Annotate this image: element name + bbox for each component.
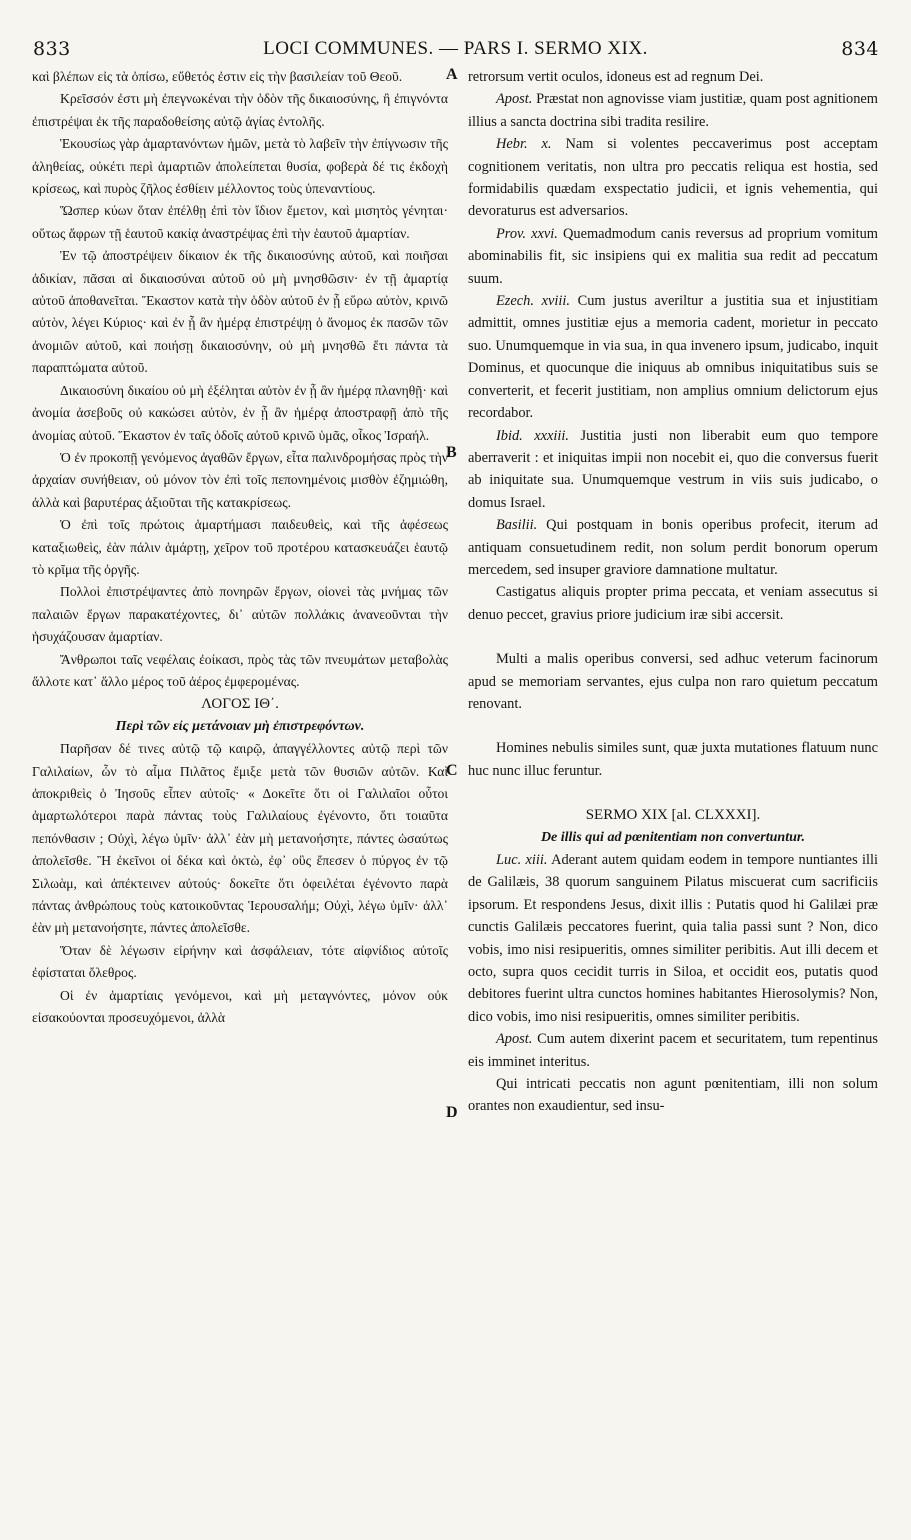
margin-marker-d: D [446,1104,458,1121]
scripture-reference: Luc. xiii. [496,852,548,868]
latin-paragraph [468,648,878,715]
page-header [0,38,911,68]
greek-paragraph: Ἄνθρωποι ταῖς νεφέλαις ἐοίκασι, πρὸς τὰς τῶν πνευμάτων μεταβολὰς ἄλλοτε κατ᾽ ἄλλο μέρος τοῦ ἀέρος ἐμφερομένας. [32,651,448,689]
latin-text: Homines nebulis similes sunt, quæ juxta mutationes flatuum nunc huc nunc illuc feruntur. [468,740,878,779]
latin-paragraph [468,133,878,223]
paragraph-gap [468,715,878,737]
greek-paragraph: Οἱ ἐν ἁμαρτίαις γενόμενοι, καὶ μὴ μεταγνόντες, μόνον οὐκ εἰσακούονται προσευχόμενοι, ἀλλὰ [32,987,448,1026]
latin-paragraph [468,849,878,1028]
latin-text: Multi a malis operibus conversi, sed adhuc veterum facinorum apud se memoriam servantes, ejus culpa non raro quietum peccatum renovant. [468,651,878,712]
greek-paragraph: Ὥσπερ κύων ὅταν ἐπέλθῃ ἐπὶ τὸν ἴδιον ἔμετον, καὶ μισητὸς γένηται· οὕτως ἄφρων τῇ ἑαυτοῦ κακίᾳ ἀναστρέψας ἐπὶ τὴν ἑαυτοῦ ἁμαρτίαν. [32,203,448,241]
greek-paragraph: καὶ βλέπων εἰς τὰ ὀπίσω, εὔθετός ἐστιν εἰς τὴν βασιλείαν τοῦ Θεοῦ. [32,69,403,84]
greek-paragraph: Ὅταν δὲ λέγωσιν εἰρήνην καὶ ἀσφάλειαν, τότε αἰφνίδιος αὐτοῖς ἐφίσταται ὄλεθρος. [32,942,448,981]
scripture-reference: Ibid. xxxiii. [496,427,570,444]
latin-text: Qui postquam in bonis operibus profecit, iterum ad antiquam consuetudinem redit, non solum perdit bonorum operum mercedem, sed insuper graviore damnatione multatur. [468,517,878,578]
latin-text: Castigatus aliquis propter prima peccata, et veniam assecutus si denuo peccet, gravius priore judicium iræ sibi accersit. [468,584,878,623]
latin-text: retrorsum vertit oculos, idoneus est ad regnum Dei. [468,69,764,85]
scripture-reference: Ezech. xviii. [496,293,570,310]
latin-paragraph [468,581,878,626]
latin-text: Aderant autem quidam eodem in tempore nuntiantes illi de Galilæis, 38 quorum sanguinem Pilatus miscuerat cum sacrificiis ipsorum. Et respondens Jesus, dixit illis : Putatis quod hi Galilæi præ cunctis Galilæis peccatores fuerint, quia talia passi sunt ? Non, dico vobis, imo nisi resipueritis, omnes similiter peribitis. Aut illi decem et octo, supra quos cecidit turris in Siloa, et occidit eos, putatis quod debitores fuerint ultra cunctos homines habitantes Hierosolymis? Non, dico vobis, imo nisi resipueritis, omnes similiter peribitis. [468,852,878,1025]
latin-paragraph [468,737,878,782]
greek-column [32,66,448,1528]
latin-subtitle-text: De illis qui ad pœnitentiam non convertuntur. [540,829,806,845]
latin-paragraph [468,1028,878,1073]
latin-paragraph [468,88,878,133]
page-number-left: 833 [33,38,71,60]
greek-sermon-heading: ΛΟΓΟΣ ΙΘ΄. [201,696,279,713]
greek-paragraph: Ὁ ἐπὶ τοῖς πρώτοις ἁμαρτήμασι παιδευθεὶς, καὶ τῆς ἀφέσεως καταξιωθεὶς, ἐὰν πάλιν ἁμάρτῃ, χεῖρον τοῦ προτέρου κατασκευάζει ἑαυτῷ τὸ κρῖμα τῆς ὀργῆς. [32,517,448,577]
latin-text: Præstat non agnovisse viam justitiæ, quam post agnitionem illius a sancta doctrina sibi tradita resilire. [468,91,878,130]
greek-paragraph: Κρεῖσσόν ἐστι μὴ ἐπεγνωκέναι τὴν ὁδὸν τῆς δικαιοσύνης, ἢ ἐπιγνόντα ἐπιστρέψαι ἐκ τῆς παραδοθείσης αὐτῷ ἁγίας ἐντολῆς. [32,91,448,129]
greek-paragraph: Ἑκουσίως γὰρ ἁμαρτανόντων ἡμῶν, μετὰ τὸ λαβεῖν τὴν ἐπίγνωσιν τῆς ἀληθείας, οὐκέτι περὶ ἁμαρτιῶν ἀπολείπεται θυσία, φοβερὰ δέ τις ἐκδοχὴ κρίσεως, καὶ πυρὸς ζῆλος ἐσθίειν μέλλοντος τοὺς ὑπεναντίους. [32,136,448,197]
latin-paragraph [468,1073,878,1118]
latin-paragraph [468,66,878,88]
latin-paragraph [468,425,878,515]
latin-sermon-subtitle [468,827,878,849]
paragraph-gap [468,626,878,648]
greek-paragraph: Πολλοὶ ἐπιστρέψαντες ἀπὸ πονηρῶν ἔργων, οἱονεὶ τὰς μνήμας τῶν παλαιῶν ἔργων παρακατέχοντες, δι᾽ αὐτῶν πολλάκις ἀνανεοῦνται τὴν ἡσυχάζουσαν ἁμαρτίαν. [32,584,448,645]
latin-sermon-heading [468,804,878,826]
greek-paragraph: Δικαιοσύνη δικαίου οὐ μὴ ἐξέληται αὐτὸν ἐν ᾗ ἂν ἡμέρᾳ πλανηθῇ· καὶ ἀνομία ἀσεβοῦς οὐ κακώσει αὐτὸν, ἐν ᾗ ἂν ἡμέρᾳ ἀποστραφῇ ἀπὸ τῆς ἀνομίας αὐτοῦ. Ἕκαστον ἐν ταῖς ὁδοῖς αὐτοῦ κρινῶ ὑμᾶς, οἶκος Ἰσραήλ. [32,382,448,443]
scripture-reference: Apost. [496,91,533,108]
scripture-reference: Prov. xxvi. [496,225,558,242]
margin-marker-a: A [446,66,458,83]
margin-marker-c: C [446,762,458,779]
latin-paragraph [468,290,878,424]
latin-text: Cum autem dixerint pacem et securitatem, tum repentinus eis imminet interitus. [468,1031,878,1070]
latin-paragraph [468,223,878,290]
latin-text: Cum justus averiltur a justitia sua et injustitiam admittit, omnes justitiæ ejus a memoria cadent, morietur in peccato suo. Unumquemque in via sua, in qua invenero ipsum, judicabo, inquit Dominus, et quocunque die iniquus ab omnibus iniquitatibus suis se converterit, et fecerit justitiam, non amplius omnium delictorum ejus recordabor. [468,293,878,422]
scripture-reference: Apost. [496,1031,533,1048]
greek-paragraph: Ὁ ἐν προκοπῇ γενόμενος ἀγαθῶν ἔργων, εἶτα παλινδρομήσας πρὸς τὴν ἀρχαίαν συνήθειαν, οὐ μόνον τὸν ἐπὶ τοῖς πεπονημένοις μισθὸν ἐζημιώθη, ἀλλὰ καὶ βαρυτέρας ἀξιοῦται τῆς κατακρίσεως. [32,449,448,510]
latin-text: Qui intricati peccatis non agunt pœnitentiam, illi non solum orantes non exaudientur, sed insu- [468,1076,878,1115]
greek-paragraph: Ἐν τῷ ἀποστρέψειν δίκαιον ἐκ τῆς δικαιοσύνης αὐτοῦ, καὶ ποιῆσαι ἀδικίαν, πᾶσαι αἱ δικαιοσύναι αὐτοῦ οὐ μὴ μνησθῶσιν· ἐν τῇ ἁμαρτίᾳ αὐτοῦ ἀποθανεῖται. Ἕκαστον κατὰ τὴν ὁδὸν αὐτοῦ ἐν ᾗ εὕρω αὐτὸν, κρινῶ αὐτὸν, λέγει Κύριος· καὶ ἐν ᾗ ἂν ἡμέρᾳ ἐπιστρέψῃ ὁ ἄνομος ἐκ πασῶν τῶν ἀνομιῶν αὐτοῦ, καὶ ποιήσῃ δικαιοσύνην, οὐ μὴ μνησθῶ ἔτι πάντα τὰ παραπτώματα αὐτοῦ. [32,248,448,376]
latin-column [468,66,878,1528]
greek-paragraph: Παρῆσαν δέ τινες αὐτῷ τῷ καιρῷ, ἀπαγγέλλοντες αὐτῷ περὶ τῶν Γαλιλαίων, ὧν τὸ αἷμα Πιλᾶτος ἔμιξε μετὰ τῶν θυσιῶν αὐτῶν. Καὶ ἀποκριθεὶς ὁ Ἰησοῦς εἶπεν αὐτοῖς· « Δοκεῖτε ὅτι οἱ Γαλιλαῖοι οὗτοι ἁμαρτωλότεροι παρὰ πάντας τοὺς Γαλιλαίους ἐγένοντο, ὅτι τοιαῦτα πεπόνθασιν ; Οὐχὶ, λέγω ὑμῖν· ἀλλ᾽ ἐὰν μὴ μετανοήσητε, πάντες ὡσαύτως ἀπολεῖσθε. Ἢ ἐκεῖνοι οἱ δέκα καὶ ὀκτὼ, ἐφ᾽ οὓς ἔπεσεν ὁ πύργος ἐν τῷ Σιλωὰμ, καὶ ἀπέκτεινεν αὐτούς· δοκεῖτε ὅτι ὀφειλέται ἐγένοντο παρὰ πάντας ἀνθρώπους τοὺς κατοικοῦντας Ἱερουσαλήμ; Οὐχὶ, λέγω ὑμῖν· ἀλλ᾽ ἐὰν μὴ μετανοήσητε, πάντες ἀπολεῖσθε. [32,741,448,936]
scripture-reference: Basilii. [496,517,538,534]
latin-paragraph [468,514,878,581]
greek-sermon-subtitle: Περὶ τῶν εἰς μετάνοιαν μὴ ἐπιστρεφόντων. [115,718,365,734]
page-number-right: 834 [841,38,879,60]
scripture-reference: Hebr. x. [496,136,552,153]
paragraph-gap [468,782,878,804]
latin-text: Nam si volentes peccaverimus post acceptam cognitionem veritatis, non ultra pro peccatis reliqua est hostia, sed formidabilis quædam exspectatio judicii, et ignis vehementia, qui devoraturus est adversarios. [468,136,878,220]
latin-text: Quemadmodum canis reversus ad proprium vomitum abominabilis fit, sic insipiens qui ex malitia sua redit ad peccatum suum. [468,225,878,287]
latin-text: Justitia justi non liberabit eum quo tempore aberraverit : et iniquitas impii non nocebit ei, quo die conversus fuerit ab iniquitate sua. Unumquemque vestrum in viis suis judicabo, o domus Israel. [468,427,878,511]
latin-heading-text: SERMO XIX [al. CLXXXI]. [585,807,761,824]
running-title: LOCI COMMUNES. — PARS I. SERMO XIX. [263,38,648,59]
margin-marker-b: B [446,444,457,461]
